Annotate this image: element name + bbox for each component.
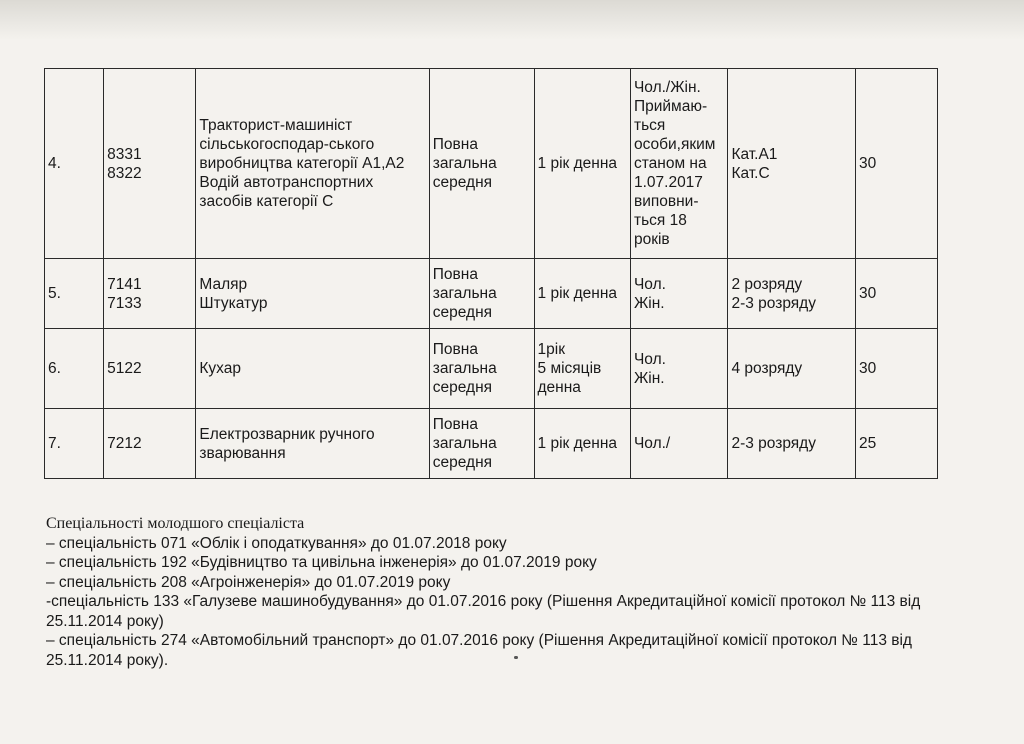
education-level: Повна загальна середня [429,409,534,479]
note-item: – спеціальність 208 «Агроінженерія» до 01.07.2019 року [46,573,451,591]
admission-condition [630,329,727,409]
study-duration [534,329,630,409]
profession-name: Електрозварник ручного зварювання [199,425,375,462]
study-duration: 1 рік денна [534,259,630,329]
qualification-rank: Кат.С [731,164,770,182]
profession-names [196,329,429,409]
table-row [45,409,938,479]
note-item: -спеціальність 133 «Галузеве машинобудування» до 01.07.2016 року (Рішення Акредитаційної комісії протокол № 113 від 25.11.2014 року) [46,593,921,630]
note-item: – спеціальність 071 «Облік і оподаткування» до 01.07.2018 року [46,534,507,552]
qualification-ranks [728,259,856,329]
sex-value: Чол. [633,350,666,368]
profession-code: 5122 [107,360,142,377]
qualification-rank: Кат.А1 [731,145,778,163]
profession-code: 8322 [107,164,142,182]
profession-codes [104,329,196,409]
row-number: 6. [45,329,104,409]
profession-codes [104,259,196,329]
duration-line: денна [537,379,581,396]
profession-name: Водій автотранспортних засобів категорії С [199,174,374,210]
note-item: – спеціальність 192 «Будівництво та цивільна інженерія» до 01.07.2019 року [46,554,597,571]
admission-count: 30 [856,259,938,329]
note-item: – спеціальність 274 «Автомобільний транспорт» до 01.07.2016 року (Рішення Акредитаційної комісії протокол № 113 від 25.11.2014 року). [46,632,912,669]
table-row [45,329,938,409]
admission-condition [630,259,727,329]
notes-heading: Спеціальності молодшого спеціаліста [46,515,305,532]
education-level: Повна загальна середня [429,259,534,329]
duration-line: 5 місяців [537,360,602,377]
admission-count: 25 [856,409,938,479]
profession-name: Тракторист-машиніст сільськогосподар-ського виробництва категорії А1,А2 [199,117,405,172]
admission-condition: Чол./Жін. Приймаються особи,яким станом на 1.07.2017 виповниться 18 років [630,69,727,259]
profession-codes [104,409,196,479]
profession-codes [104,69,196,259]
table-row [45,69,938,259]
study-duration: 1 рік денна [534,69,630,259]
sex-value: Жін. [633,294,665,312]
profession-names [196,409,429,479]
qualification-ranks [728,329,856,409]
sex-value: Жін. [633,369,665,387]
profession-name: Маляр [199,275,248,293]
profession-names [196,69,429,259]
scan-speck [514,656,518,659]
admission-count: 30 [856,69,938,259]
profession-name: Кухар [199,360,242,377]
qualification-rank: 2 розряду [731,275,803,293]
duration-line: 1рік [537,341,565,358]
profession-names [196,259,429,329]
qualification-ranks [728,409,856,479]
admission-condition [630,409,727,479]
profession-name: Штукатур [199,294,268,312]
specialties-notes [46,514,976,670]
row-number: 5. [45,259,104,329]
education-level: Повна загальна середня [429,329,534,409]
study-duration: 1 рік денна [534,409,630,479]
education-level: Повна загальна середня [429,69,534,259]
qualification-rank: 2-3 розряду [731,435,816,452]
qualification-rank: 4 розряду [731,360,803,377]
scan-shadow [0,0,1024,40]
professions-table [44,68,938,479]
profession-code: 7212 [107,435,142,452]
sex-value: Чол. [633,275,666,293]
profession-code: 7133 [107,294,142,312]
profession-code: 8331 [107,145,142,163]
qualification-ranks [728,69,856,259]
table-row [45,259,938,329]
row-number: 4. [45,69,104,259]
admission-count: 30 [856,329,938,409]
qualification-rank: 2-3 розряду [731,294,816,312]
row-number: 7. [45,409,104,479]
sex-value: Чол./ [633,435,671,452]
profession-code: 7141 [107,275,142,293]
